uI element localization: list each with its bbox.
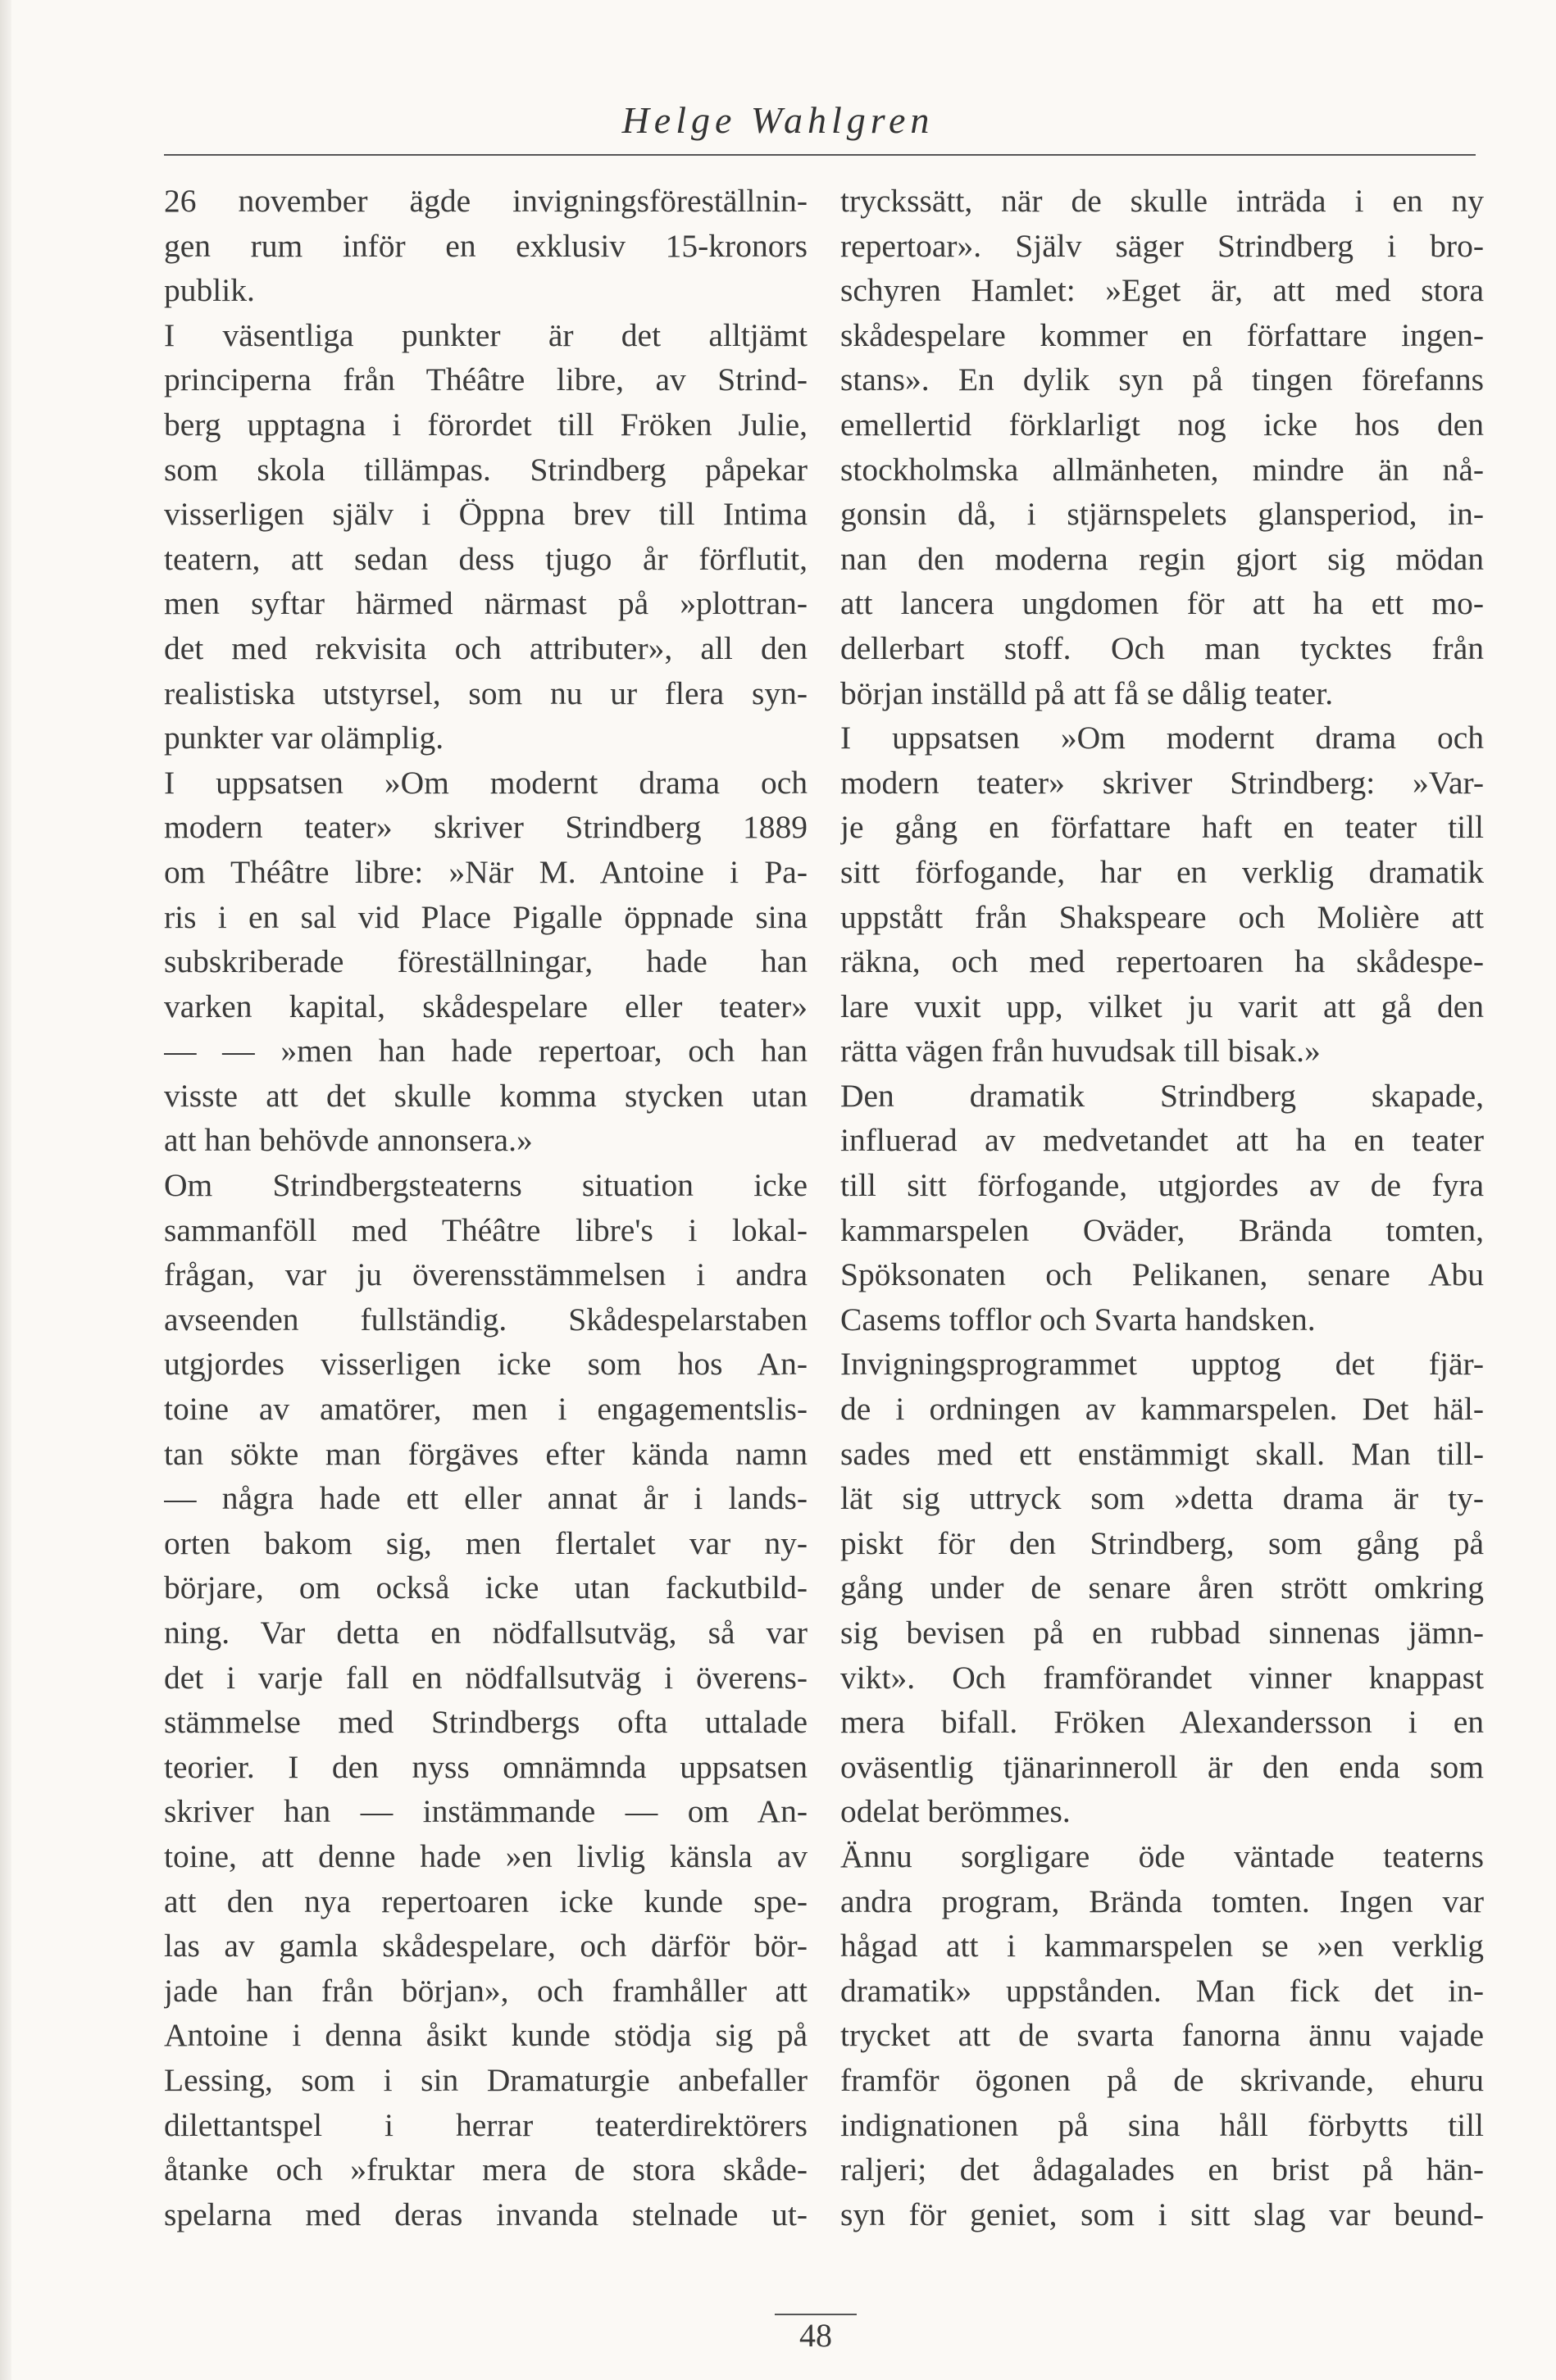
text-line: repertoar». Själv säger Strindberg i bro- [840, 227, 1484, 264]
text-line: odelat berömmes. [840, 1793, 1071, 1830]
text-line: visste att det skulle komma stycken utan [164, 1077, 808, 1114]
text-line: om Théâtre libre: »När M. Antoine i Pa- [164, 853, 808, 890]
text-line: influerad av medvetandet att ha en teater [840, 1122, 1484, 1159]
text-line: emellertid förklarligt nog icke hos den [840, 406, 1484, 443]
header-rule [164, 154, 1476, 156]
text-line: att han behövde annonsera.» [164, 1122, 533, 1159]
text-line: lät sig uttryck som »detta drama är ty- [840, 1480, 1484, 1517]
text-line: åtanke och »fruktar mera de stora skåde- [164, 2151, 808, 2188]
text-line: lare vuxit upp, vilket ju varit att gå den [840, 988, 1484, 1024]
text-line: punkter var olämplig. [164, 720, 444, 756]
text-line: stans». En dylik syn på tingen förefanns [840, 361, 1484, 398]
text-line: orten bakom sig, men flertalet var ny- [164, 1524, 808, 1561]
text-line: frågan, var ju överensstämmelsen i andra [164, 1256, 808, 1293]
text-line: de i ordningen av kammarspelen. Det häl- [840, 1391, 1484, 1428]
text-line: skådespelare kommer en författare ingen- [840, 316, 1484, 353]
text-line: ris i en sal vid Place Pigalle öppnade sina [164, 898, 808, 935]
page-number: 48 [799, 2317, 832, 2354]
text-line: att den nya repertoaren icke kunde spe- [164, 1883, 808, 1919]
text-line: dilettantspel i herrar teaterdirektörers [164, 2106, 808, 2143]
text-line: som skola tillämpas. Strindberg påpekar [164, 451, 808, 488]
text-line: dramatik» uppstånden. Man fick det in- [840, 1972, 1484, 2009]
text-line: visserligen själv i Öppna brev till Intima [164, 496, 808, 533]
text-line: toine, att denne hade »en livlig känsla av [164, 1837, 808, 1874]
text-line: toine av amatörer, men i engagementslis- [164, 1391, 808, 1428]
text-line: stockholmska allmänheten, mindre än nå- [840, 451, 1484, 488]
text-line: hågad att i kammarspelen se »en verklig [840, 1928, 1484, 1964]
text-line: raljeri; det ådagalades en brist på hän- [840, 2151, 1484, 2188]
text-line: kammarspelen Oväder, Brända tomten, [840, 1211, 1484, 1248]
text-line: Casems tofflor och Svarta handsken. [840, 1301, 1316, 1338]
text-line: subskriberade föreställningar, hade han [164, 943, 808, 980]
text-line: Den dramatik Strindberg skapade, [840, 1077, 1484, 1114]
text-line: berg upptagna i förordet till Fröken Julie, [164, 406, 808, 443]
text-line: andra program, Brända tomten. Ingen var [840, 1883, 1484, 1919]
text-line: tan sökte man förgäves efter kända namn [164, 1435, 808, 1472]
text-line: je gång en författare haft en teater till [840, 809, 1484, 846]
text-line: Spöksonaten och Pelikanen, senare Abu [840, 1256, 1484, 1293]
text-line: avseenden fullständig. Skådespelarstaben [164, 1301, 808, 1338]
text-line: nan den moderna regin gjort sig mödan [840, 540, 1484, 577]
text-line: varken kapital, skådespelare eller teater» [164, 988, 808, 1024]
text-line: framför ögonen på de skrivande, ehuru [840, 2061, 1484, 2098]
text-line: sitt förfogande, har en verklig dramatik [840, 853, 1484, 890]
text-line: börjare, om också icke utan fackutbild- [164, 1569, 808, 1606]
text-line: trycket att de svarta fanorna ännu vajade [840, 2017, 1484, 2054]
text-line: uppstått från Shakspeare och Molière att [840, 898, 1484, 935]
text-line: Invigningsprogrammet upptog det fjär- [840, 1346, 1484, 1383]
text-line: räkna, och med repertoaren ha skådespe- [840, 943, 1484, 980]
running-header-author: Helge Wahlgren [621, 99, 935, 141]
text-line: modern teater» skriver Strindberg 1889 [164, 809, 808, 846]
text-line: I väsentliga punkter är det alltjämt [164, 316, 808, 353]
text-line: gen rum inför en exklusiv 15-kronors [164, 227, 808, 264]
text-line: sammanföll med Théâtre libre's i lokal- [164, 1211, 808, 1248]
text-line: I uppsatsen »Om modernt drama och [840, 720, 1484, 756]
text-line: gonsin då, i stjärnspelets glansperiod, in- [840, 496, 1484, 533]
text-line: utgjordes visserligen icke som hos An- [164, 1346, 808, 1383]
text-line: teorier. I den nyss omnämnda uppsatsen [164, 1748, 808, 1785]
text-line: las av gamla skådespelare, och därför bör- [164, 1928, 808, 1964]
text-line: Ännu sorgligare öde väntade teaterns [840, 1837, 1484, 1874]
text-line: gång under de senare åren strött omkring [840, 1569, 1484, 1606]
text-line: — några hade ett eller annat år i lands- [164, 1480, 808, 1517]
text-line: — — »men han hade repertoar, och han [164, 1033, 808, 1070]
text-line: det med rekvisita och attributer», all den [164, 629, 808, 666]
text-line: schyren Hamlet: »Eget är, att med stora [840, 272, 1484, 309]
text-line: sades med ett enstämmigt skall. Man till- [840, 1435, 1484, 1472]
text-line: 26 november ägde invigningsföreställnin- [164, 183, 808, 219]
text-line: spelarna med deras invanda stelnade ut- [164, 2196, 808, 2232]
text-line: vikt». Och framförandet vinner knappast [840, 1659, 1484, 1696]
text-line: det i varje fall en nödfallsutväg i överens- [164, 1659, 808, 1696]
text-line: tryckssätt, när de skulle inträda i en ny [840, 183, 1484, 219]
text-line: men syftar härmed närmast på »plottran- [164, 585, 808, 622]
text-line: att lancera ungdomen för att ha ett mo- [840, 585, 1484, 622]
text-line: Om Strindbergsteaterns situation icke [164, 1167, 808, 1204]
text-line: publik. [164, 272, 255, 309]
text-line: Antoine i denna åsikt kunde stödja sig på [164, 2017, 808, 2054]
text-line: mera bifall. Fröken Alexandersson i en [840, 1704, 1484, 1741]
text-line: till sitt förfogande, utgjordes av de fyra [840, 1167, 1484, 1204]
text-line: indignationen på sina håll förbytts till [840, 2106, 1484, 2143]
text-line: I uppsatsen »Om modernt drama och [164, 764, 808, 801]
text-line: stämmelse med Strindbergs ofta uttalade [164, 1704, 808, 1741]
text-line: principerna från Théâtre libre, av Strind- [164, 361, 808, 398]
text-line: teatern, att sedan dess tjugo år förflutit, [164, 540, 808, 577]
text-line: dellerbart stoff. Och man tycktes från [840, 629, 1484, 666]
text-line: Lessing, som i sin Dramaturgie anbefaller [164, 2061, 808, 2098]
text-line: piskt för den Strindberg, som gång på [840, 1524, 1484, 1561]
page-number-rule [775, 2314, 857, 2315]
text-column-right [840, 179, 1484, 2237]
text-line: syn för geniet, som i sitt slag var beund- [840, 2196, 1484, 2232]
text-line: realistiska utstyrsel, som nu ur flera syn- [164, 674, 808, 711]
text-line: jade han från början», och framhåller att [164, 1972, 808, 2009]
text-column-left [164, 179, 808, 2237]
text-line: skriver han — instämmande — om An- [164, 1793, 808, 1830]
text-line: oväsentlig tjänarinneroll är den enda som [840, 1748, 1484, 1785]
text-line: ning. Var detta en nödfallsutväg, så var [164, 1615, 808, 1651]
text-line: rätta vägen från huvudsak till bisak.» [840, 1033, 1321, 1070]
text-line: modern teater» skriver Strindberg: »Var- [840, 764, 1484, 801]
page-edge-shadow [0, 0, 11, 2380]
text-line: sig bevisen på en rubbad sinnenas jämn- [840, 1615, 1484, 1651]
text-line: början inställd på att få se dålig teater. [840, 674, 1334, 711]
